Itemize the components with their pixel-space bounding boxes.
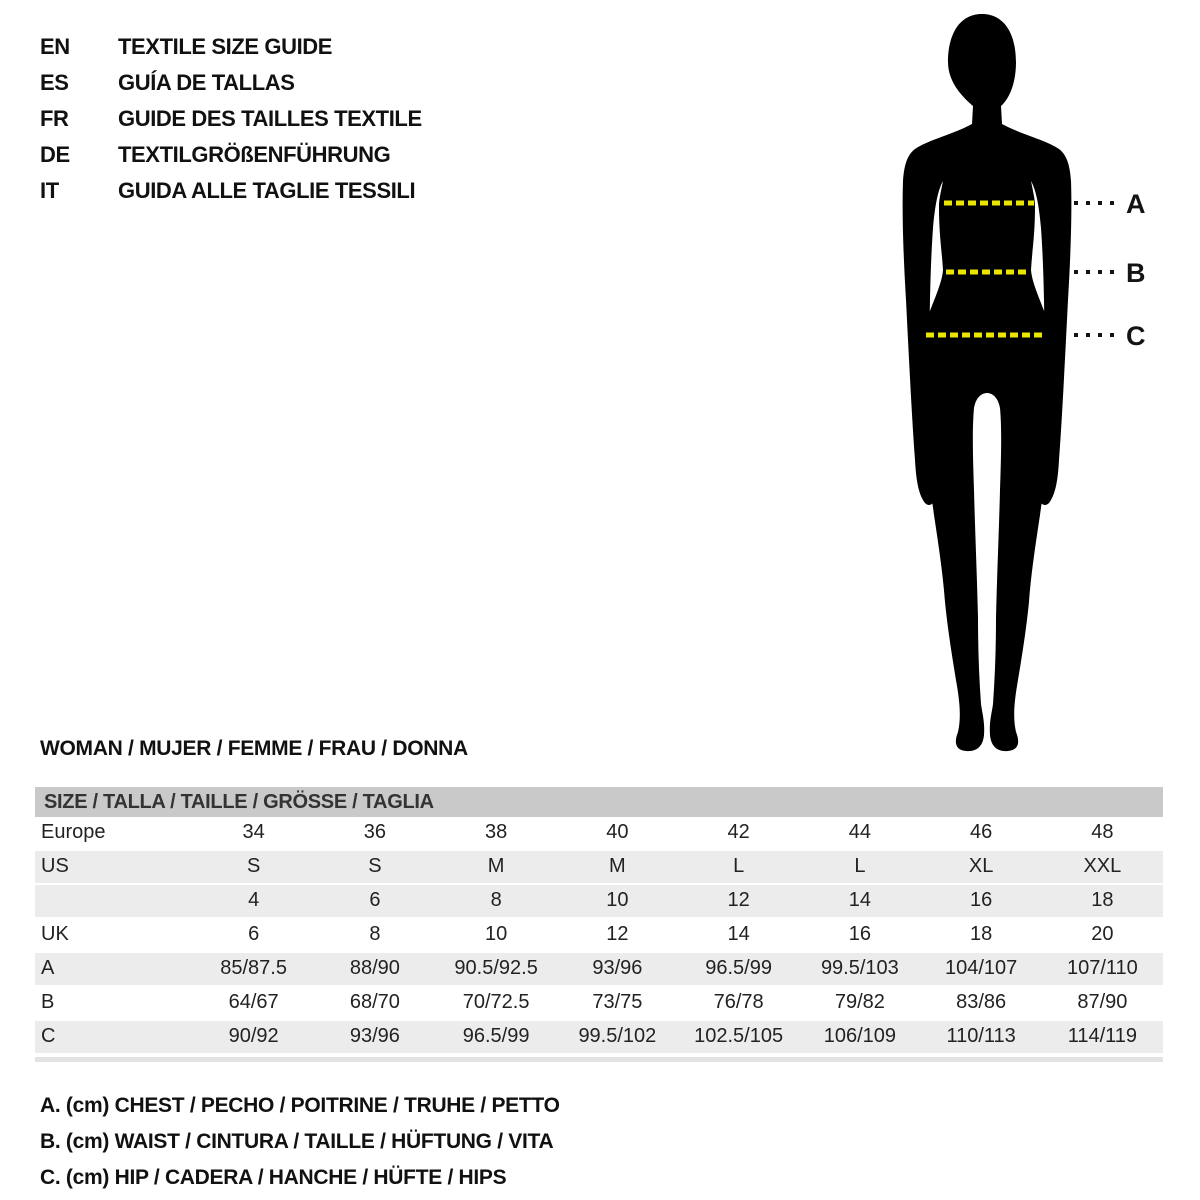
language-title: GUIDE DES TAILLES TEXTILE — [118, 106, 422, 131]
size-value: 18 — [1091, 889, 1114, 911]
table-row — [35, 919, 1163, 953]
table-row — [35, 851, 1163, 885]
size-value: 42 — [727, 821, 750, 843]
size-value: 38 — [485, 821, 508, 843]
table-group-title: WOMAN / MUJER / FEMME / FRAU / DONNA — [40, 737, 468, 760]
language-row — [40, 65, 422, 101]
language-title: TEXTILE SIZE GUIDE — [118, 34, 333, 59]
size-value: 93/96 — [592, 957, 643, 979]
size-table-body — [35, 817, 1163, 1055]
size-value: 18 — [970, 923, 993, 945]
language-row — [40, 137, 422, 173]
row-label: A — [41, 957, 55, 979]
row-label: Europe — [41, 821, 106, 843]
size-value: 64/67 — [228, 991, 279, 1013]
measure-label-c: C — [1126, 321, 1146, 351]
measure-label-a: A — [1126, 189, 1146, 219]
size-value: 90/92 — [228, 1025, 279, 1047]
legend-line: A. (cm) CHEST / PECHO / POITRINE / TRUHE / PETTO — [40, 1094, 560, 1117]
size-value: XXL — [1083, 855, 1122, 877]
table-row — [35, 987, 1163, 1021]
size-value: 48 — [1091, 821, 1114, 843]
language-code: EN — [40, 34, 70, 59]
language-code: ES — [40, 70, 69, 95]
size-value: 110/113 — [946, 1025, 1016, 1047]
size-value: 44 — [848, 821, 871, 843]
size-value: 79/82 — [834, 991, 885, 1013]
language-row — [40, 173, 422, 209]
size-value: 85/87.5 — [220, 957, 287, 979]
size-value: 16 — [970, 889, 993, 911]
size-value: 20 — [1091, 923, 1114, 945]
size-value: 6 — [369, 889, 381, 911]
language-code: IT — [40, 178, 59, 203]
size-value: 93/96 — [349, 1025, 400, 1047]
row-label: B — [41, 991, 55, 1013]
size-value: L — [854, 855, 866, 877]
language-row — [40, 101, 422, 137]
language-code: DE — [40, 142, 70, 167]
size-value: 76/78 — [713, 991, 764, 1013]
language-title-list — [40, 29, 422, 209]
size-value: 46 — [970, 821, 993, 843]
size-value: 12 — [606, 923, 629, 945]
size-value: 16 — [848, 923, 871, 945]
size-value: 87/90 — [1077, 991, 1128, 1013]
size-value: XL — [968, 855, 994, 877]
woman-silhouette-figure — [860, 0, 1200, 760]
size-value: 10 — [606, 889, 629, 911]
table-row — [35, 953, 1163, 987]
table-row — [35, 885, 1163, 919]
size-value: 6 — [248, 923, 260, 945]
size-value: M — [487, 855, 505, 877]
row-label: UK — [41, 923, 69, 945]
size-value: S — [246, 855, 261, 877]
size-value: 70/72.5 — [462, 991, 530, 1013]
size-value: 36 — [363, 821, 386, 843]
size-value: S — [368, 855, 382, 877]
size-value: 99.5/103 — [820, 957, 899, 979]
size-value: 40 — [606, 821, 629, 843]
language-title: GUÍA DE TALLAS — [118, 70, 295, 95]
size-value: 96.5/99 — [705, 957, 772, 979]
table-bottom-divider — [35, 1057, 1163, 1062]
table-row — [35, 1021, 1163, 1055]
size-value: 102.5/105 — [694, 1025, 784, 1047]
size-value: 34 — [242, 821, 265, 843]
size-value: 90.5/92.5 — [454, 957, 538, 979]
language-code: FR — [40, 106, 69, 131]
size-value: 104/107 — [944, 957, 1018, 979]
row-label: C — [41, 1025, 56, 1047]
size-value: 12 — [727, 889, 750, 911]
size-value: M — [609, 855, 626, 877]
size-value: 8 — [369, 923, 381, 945]
size-value: 14 — [727, 923, 750, 945]
legend-line: C. (cm) HIP / CADERA / HANCHE / HÜFTE / HIPS — [40, 1166, 507, 1189]
size-value: 73/75 — [592, 991, 643, 1013]
size-value: L — [733, 855, 745, 877]
size-value: 114/119 — [1067, 1025, 1138, 1047]
size-value: 106/109 — [823, 1025, 897, 1047]
row-label: US — [41, 855, 69, 877]
table-row — [35, 817, 1163, 851]
size-value: 83/86 — [956, 991, 1007, 1013]
size-table — [35, 787, 1163, 1062]
language-title: GUIDA ALLE TAGLIE TESSILI — [118, 178, 416, 203]
size-value: 10 — [485, 923, 508, 945]
measure-label-b: B — [1126, 258, 1146, 288]
size-table-header: SIZE / TALLA / TAILLE / GRÖSSE / TAGLIA — [35, 787, 1163, 817]
size-value: 4 — [248, 889, 260, 911]
measurement-legend — [40, 1088, 560, 1196]
size-value: 96.5/99 — [462, 1025, 530, 1047]
size-value: 107/110 — [1066, 957, 1138, 979]
woman-silhouette — [903, 14, 1072, 751]
row-label — [35, 885, 193, 917]
size-value: 14 — [848, 889, 871, 911]
legend-line: B. (cm) WAIST / CINTURA / TAILLE / HÜFTUNG / VITA — [40, 1130, 554, 1153]
size-value: 68/70 — [349, 991, 400, 1013]
size-value: 8 — [490, 889, 502, 911]
size-value: 99.5/102 — [578, 1025, 657, 1047]
language-row — [40, 29, 422, 65]
size-value: 88/90 — [349, 957, 400, 979]
language-title: TEXTILGRÖßENFÜHRUNG — [118, 142, 391, 167]
